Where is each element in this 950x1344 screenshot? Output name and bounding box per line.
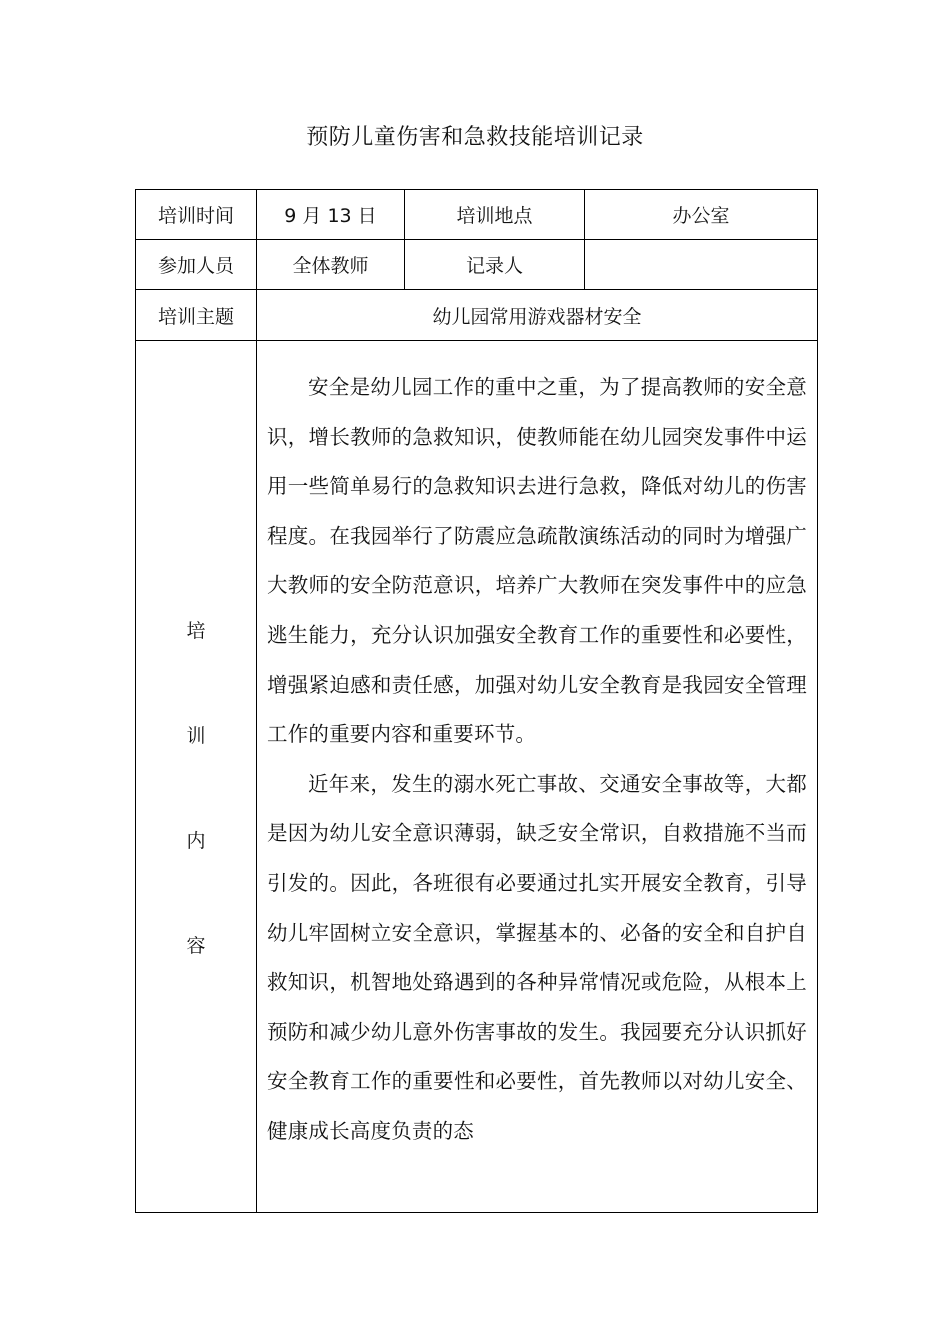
document-title: 预防儿童伤害和急救技能培训记录 (306, 125, 644, 150)
content-paragraph: 近年来，发生的溺水死亡事故、交通安全事故等，大都是因为幼儿安全意识薄弱，缺乏安全常识，自救措施不当而引发的。因此，各班很有必要通过扎实开展安全教育，引导幼儿牢固树立安全意识，掌握基本的、必备的安全和自护自救知识，机智地处臵遇到的各种异常情况或危险，从根本上预防和减少幼儿意外伤害事故的发生。我园要充分认识抓好安全教育工作的重要性和必要性，首先教师以对幼儿安全、健康成长高度负责的态 (267, 771, 807, 1143)
participants-value: 全体教师 (257, 240, 405, 290)
content-label-char: 容 (186, 934, 206, 957)
training-topic-label: 培训主题 (136, 290, 257, 341)
training-record-table (135, 189, 818, 1213)
training-time-value: 9 月 13 日 (257, 190, 405, 240)
content-label-char: 内 (186, 829, 206, 852)
training-topic-value: 幼儿园常用游戏器材安全 (257, 290, 818, 341)
training-content-label (136, 341, 257, 1213)
table-row (136, 290, 818, 341)
content-paragraph: 安全是幼儿园工作的重中之重，为了提高教师的安全意识，增长教师的急救知识，使教师能在幼儿园突发事件中运用一些简单易行的急救知识去进行急救，降低对幼儿的伤害程度。在我园举行了防震应急疏散演练活动的同时为增强广大教师的安全防范意识，培养广大教师在突发事件中的应急逃生能力，充分认识加强安全教育工作的重要性和必要性，增强紧迫感和责任感，加强对幼儿安全教育是我园安全管理工作的重要内容和重要环节。 (267, 375, 807, 747)
recorder-value (585, 240, 818, 290)
training-place-value: 办公室 (585, 190, 818, 240)
recorder-label: 记录人 (405, 240, 585, 290)
table-row (136, 240, 818, 290)
training-place-label: 培训地点 (405, 190, 585, 240)
table-row (136, 190, 818, 240)
content-label-char: 培 (186, 619, 206, 642)
training-time-label: 培训时间 (136, 190, 257, 240)
content-label-char: 训 (186, 724, 206, 747)
table-row (136, 341, 818, 1213)
training-content-body (257, 341, 818, 1213)
participants-label: 参加人员 (136, 240, 257, 290)
